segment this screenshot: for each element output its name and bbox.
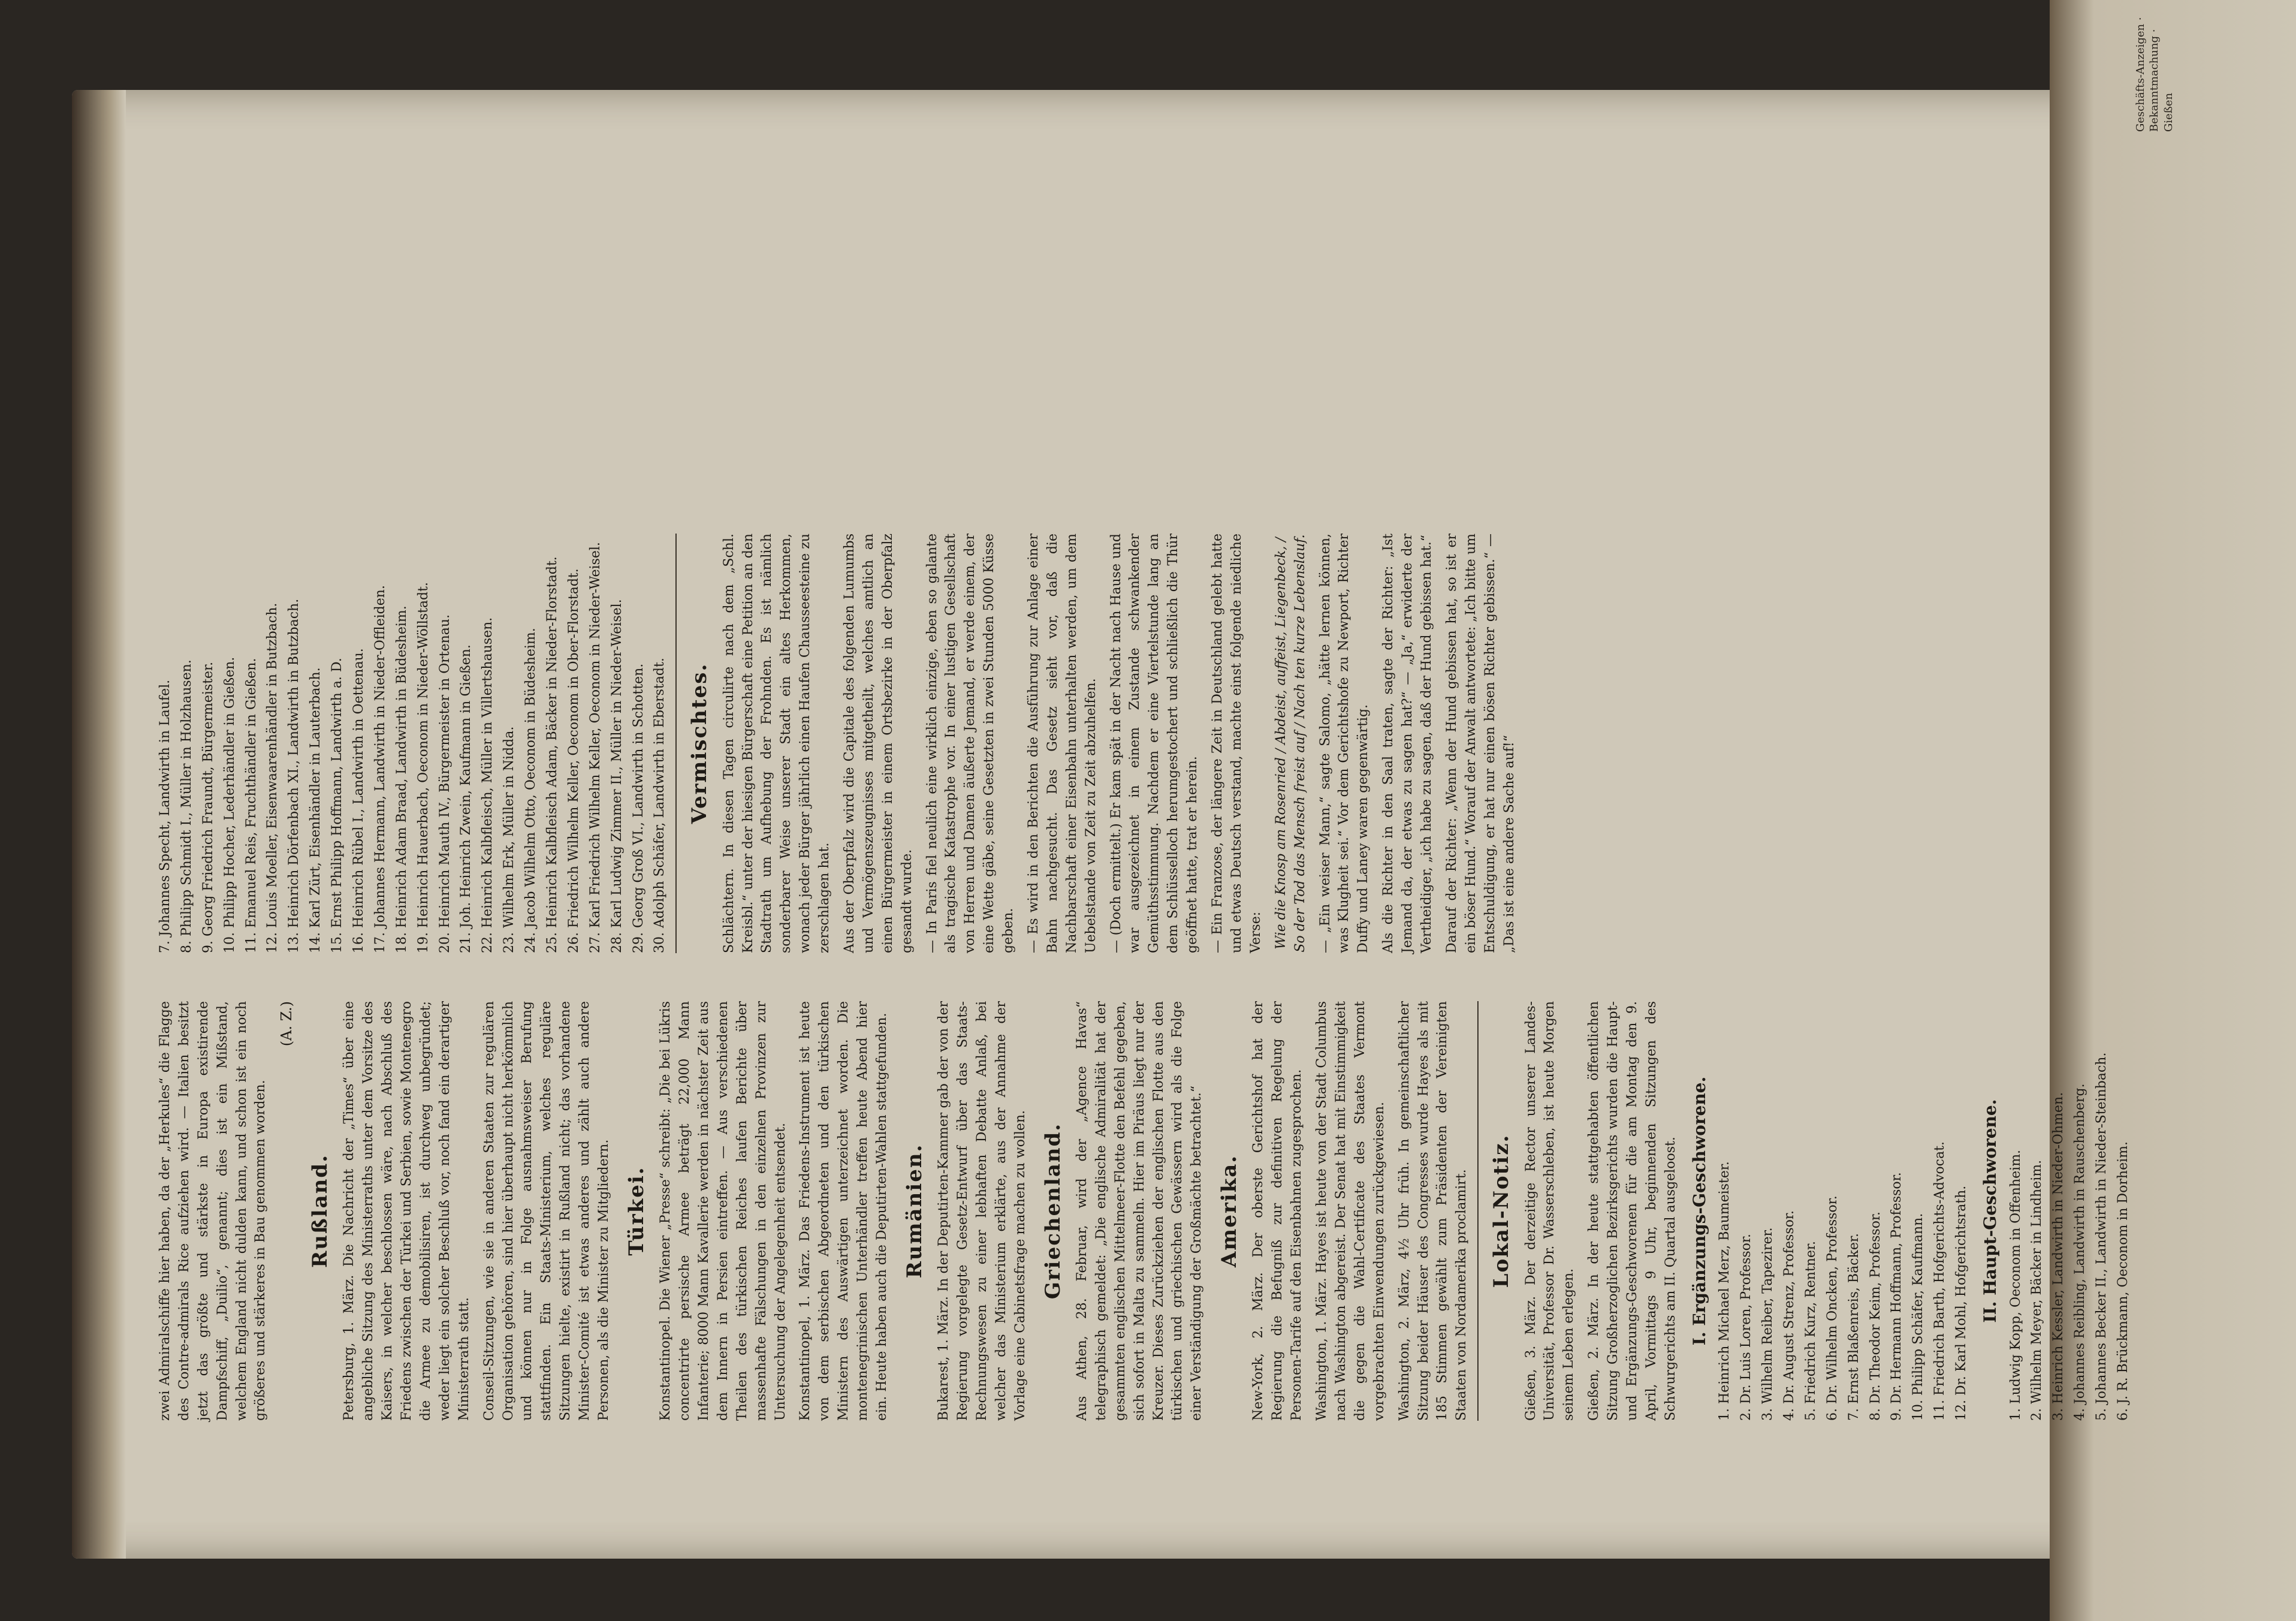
subheading: II. Haupt-Geschworene. xyxy=(1980,1099,2000,1323)
section-heading: Lokal-Notiz. xyxy=(1489,1134,1514,1288)
article-paragraph: Washington, 2. März, 4½ Uhr früh. In gemeinschaftlicher Sitzung beider Häuser des Congresses wurde Hayes als mit 185 Stimmen gewählt zum Präsidenten der Vereinigten Staaten von Nordamerika proclamirt. xyxy=(1396,1001,1470,1421)
list-item: 12. Louis Moeller, Eisenwaarenhändler in Butzbach. xyxy=(265,602,280,953)
article-paragraph: New-York, 2. März. Der oberste Gerichtshof hat der Regierung die Befugniß zur definitiven Regelung der Personen-Tarife auf den Eisenbahnen zugesprochen. xyxy=(1251,1001,1305,1421)
list-item: 5. Johannes Becker II., Landwirth in Nieder-Steinbach. xyxy=(2094,1052,2110,1421)
list-item: 9. Dr. Hermann Hoffmann, Professor. xyxy=(1889,1172,1905,1421)
article-paragraph: — In Paris fiel neulich eine wirklich einzige, eben so galante als tragische Katastrophe vor. In einer lustigen Gesellschaft von Herren und Damen äußerte Jemand, er werde einem, der eine Wette gäbe, seine Gesetzten in zwei Stunden 5000 Küsse geben. xyxy=(924,534,1016,953)
section-heading: Griechenland. xyxy=(1040,1122,1065,1300)
section-heading: Rumänien. xyxy=(902,1143,927,1279)
list-item: 28. Karl Ludwig Zimmer II., Müller in Nieder-Weisel. xyxy=(609,599,624,953)
article-paragraph: Gießen, 2. März. In der heute stattgehabten öffentlichen Sitzung Großherzoglichen Bezirksgerichts wurden die Haupt- und Ergänzungs-Geschworenen für die am Montag den 9. April, Vormittags 9 Uhr, beginnenden Sitzungen des Schwurgerichts am II. Quartal ausgeloost. xyxy=(1586,1001,1678,1421)
article-paragraph: Schlächtern. In diesen Tagen circulirte nach dem „Schl. Kreisbl.“ unter der hiesigen Bürgerschaft eine Petition an den Stadtrath um Aufhebung der Frohnden. Es ist nämlich sonderbarer Weise unserer Stadt ein altes Herkommen, wonach jeder Bürger jährlich einen Haufen Chausseesteine zu zerschlagen hat. xyxy=(721,534,832,953)
list-item: 21. Joh. Heinrich Zwein, Kaufmann in Gießen. xyxy=(458,644,474,953)
list-item: 5. Friedrich Kurz, Rentner. xyxy=(1803,1240,1818,1421)
section-heading: Rußland. xyxy=(308,1153,333,1269)
verse: Wie die Knosp am Rosenried / Abdeist, auffeist, Liegenbeck, / So der Tod das Mensch freist auf / Nach ten kurze Lebenslauf. xyxy=(1273,534,1308,953)
list-item: 30. Adolph Schäfer, Landwirth in Eberstadt. xyxy=(652,658,668,953)
newspaper-column-left xyxy=(156,1001,2131,1421)
article-paragraph: Aus der Oberpfalz wird die Capitale des folgenden Lumumbs und Vermögenszeugnisses mitgetheilt, welches amtlich an einen Bürgermeister in einem Ortsbezirke in der Oberpfalz gesandt wurde. xyxy=(842,534,915,953)
article-paragraph: zwei Admiralschiffe hier haben, da der „Herkules“ die Flagge des Contre-admirals Rice aufziehen wird. — Italien besitzt jetzt das größte und stärkste in Europa existirende Dampfschiff, „Duilio“, genannt; dies ist ein Mißstand, welchem England nicht dulden kann, und schon ist ein noch größeres und stärkeres in Bau genommen worden. xyxy=(158,1001,268,1421)
article-paragraph: — Ein Franzose, der längere Zeit in Deutschland gelebt hatte und etwas Deutsch verstand, machte einst folgende niedliche Verse: xyxy=(1210,534,1263,953)
section-heading: Türkei. xyxy=(624,1166,648,1256)
list-item: 10. Philipp Schäfer, Kaufmann. xyxy=(1911,1213,1926,1421)
list-item: 1. Ludwig Kopp, Oeconom in Offenheim. xyxy=(2008,1149,2023,1421)
article-paragraph: Konstantinopel. Die Wiener „Presse“ schreibt: „Die bei Lükris concentrirte persische Armee beträgt 22,000 Mann Infanterie; 8000 Mann Kavallerie werden in nächster Zeit aus dem Innern in Persien eintreffen. — Aus verschiedenen Theilen des türkischen Reiches laufen Berichte über massenhafte Fälschungen in den einzelnen Provinzen zur Untersuchung der Angelegenheit entsendet. xyxy=(658,1001,788,1421)
list-item: 13. Heinrich Dörfenbach XI., Landwirth in Butzbach. xyxy=(286,598,302,953)
list-item: 3. Wilhelm Reiber, Tapezirer. xyxy=(1760,1227,1776,1421)
list-item: 25. Heinrich Kalbfleisch Adam, Bäcker in Nieder-Florstadt. xyxy=(545,556,560,953)
list-item: 26. Friedrich Wilhelm Keller, Oeconom in Ober-Florstadt. xyxy=(566,568,581,953)
list-item: 22. Heinrich Kalbfleisch, Müller in Villertshausen. xyxy=(480,617,496,953)
list-item: 2. Dr. Luis Loren, Professor. xyxy=(1739,1234,1754,1421)
name-list xyxy=(156,534,669,953)
source-signature: (A. Z.) xyxy=(278,1001,295,1047)
list-item: 15. Ernst Philipp Hoffmann, Landwirth a. D. xyxy=(330,658,345,953)
name-list xyxy=(1715,1001,1971,1421)
list-item: 10. Philipp Hocher, Lederhändler in Gießen. xyxy=(222,656,237,953)
list-item: 29. Georg Groß VI., Landwirth in Schotten. xyxy=(630,663,646,953)
list-item: 24. Jacob Wilhelm Otto, Oeconom in Büdesheim. xyxy=(523,628,539,953)
article-paragraph: Conseil-Sitzungen, wie sie in anderen Staaten zur regulären Organisation gehören, sind hier überhaupt nicht herkömmlich und können nur in Folge ausnahmsweiser Berufung stattfinden. Ein Staats-Ministerium, welches reguläre Sitzungen hielte, existirt in Rußland nicht; das vorhandene Minister-Comité ist etwas anderes und zählt auch andere Personen, als die Minister zu Mitgliedern. xyxy=(481,1001,612,1421)
newspaper-column-right xyxy=(156,534,2062,953)
list-item: 8. Dr. Theodor Keim, Professor. xyxy=(1867,1211,1883,1421)
column-divider xyxy=(675,534,677,953)
list-item: 6. Dr. Wilhelm Oncken, Professor. xyxy=(1824,1195,1840,1421)
list-item: 14. Karl Zürt, Eisenhändler in Lauterbach. xyxy=(308,667,324,953)
column-divider xyxy=(1477,1001,1479,1421)
facing-page-text: Geschäfts-Anzeigen · Bekanntmachung · Gießen xyxy=(2134,17,2175,132)
list-item: 3. Heinrich Kessler, Landwirth in Nieder-Ohmen. xyxy=(2051,1092,2066,1421)
rotated-newspaper-content xyxy=(156,42,2131,1421)
list-item: 12. Dr. Karl Mohl, Hofgerichtsrath. xyxy=(1954,1185,1969,1421)
article-paragraph: Als die Richter in den Saal traten, sagte der Richter: „Ist Jemand da, der etwas zu sagen hat?“ — „Ja,“ erwiderte der Vertheidiger, „ich habe zu sagen, daß der Hund gebissen hat.“ xyxy=(1381,534,1434,953)
article-paragraph: Darauf der Richter: „Wenn der Hund gebissen hat, so ist er ein böser Hund.“ Worauf der Anwalt antwortete: „Ich bitte um Entschuldigung, er hat nur einen bösen Richter gebissen.“ — „Das ist eine andere Sache auf!“ xyxy=(1444,534,1517,953)
list-item: 1. Heinrich Michael Merz, Baumeister. xyxy=(1717,1161,1733,1421)
list-item: 20. Heinrich Mauth IV., Bürgermeister in Ortenau. xyxy=(437,614,452,953)
list-item: 9. Georg Friedrich Fraundt, Bürgermeister. xyxy=(200,661,216,953)
article-paragraph: Gießen, 3. März. Der derzeitige Rector unserer Landes-Universität, Professor Dr. Wasserschleben, ist heute Morgen seinem Leben erlegen. xyxy=(1523,1001,1577,1421)
name-list xyxy=(2007,1001,2133,1421)
list-item: 11. Friedrich Barth, Hofgerichts-Advocat. xyxy=(1932,1141,1948,1421)
list-item: 17. Johannes Hermann, Landwirth in Nieder-Offleiden. xyxy=(372,585,388,953)
list-item: 11. Emanuel Reis, Fruchthändler in Gießen. xyxy=(243,658,259,953)
list-item: 16. Heinrich Rübel I., Landwirth in Oettenau. xyxy=(351,648,367,953)
list-item: 27. Karl Friedrich Wilhelm Keller, Oeconom in Nieder-Weisel. xyxy=(587,542,603,953)
article-paragraph: Konstantinopel, 1. März. Das Friedens-Instrument ist heute von dem serbischen Abgeordneten und den türkischen Ministern des Auswärtigen unterzeichnet worden. Die montenegrinischen Unterhändler treffen heute Abend hier ein. Heute haben auch die Deputirten-Wahlen stattgefunden. xyxy=(798,1001,889,1421)
list-item: 18. Heinrich Adam Braad, Landwirth in Büdesheim. xyxy=(394,605,409,953)
subheading: I. Ergänzungs-Geschworene. xyxy=(1689,1076,1709,1346)
list-item: 7. Ernst Blaßenreis, Bäcker. xyxy=(1846,1233,1861,1421)
article-paragraph: Petersburg, 1. März. Die Nachricht der „Times“ über eine angebliche Sitzung des Ministerraths unter dem Vorsitze des Kaisers, in welcher beschlossen wäre, nach Abschluß des Friedens zwischen der Türkei und Serbien, sowie Montenegro die Armee zu demobilisiren, ist durchweg unbegründet; weder liegt ein solcher Beschluß vor, noch fand ein derartiger Ministerrath statt. xyxy=(342,1001,472,1421)
book-binding xyxy=(72,90,126,1559)
list-item: 23. Wilhelm Erk, Müller in Nidda. xyxy=(502,726,517,953)
article-paragraph: — „Ein weiser Mann,“ sagte Salomo, „hätte lernen können, was Klugheit sei.“ Vor dem Gerichtshofe zu Newport, Richter Duffy und Laney waren gegenwärtig. xyxy=(1317,534,1371,953)
list-item: 4. Johannes Reibling, Landwirth in Rauschenberg. xyxy=(2072,1083,2088,1421)
article-paragraph: Aus Athen, 28. Februar, wird der „Agence Havas“ telegraphisch gemeldet: „Die englische Admiralität hat der gesammten englischen Mittelmeer-Flotte den Befehl gegeben, sich sofort in Malta zu sammeln. Hier im Piräus liegt nur der Kreuzer. Dieses Zurückziehen der englischen Flotte aus den türkischen und griechischen Gewässern wird als die Folge einer Verständigung der Großmächte betrachtet.“ xyxy=(1074,1001,1205,1421)
list-item: 4. Dr. August Strenz, Professor. xyxy=(1781,1210,1797,1421)
list-item: 6. J. R. Brückmann, Oeconom in Dorheim. xyxy=(2116,1141,2131,1421)
list-item: 19. Heinrich Hauerbach, Oeconom in Nieder-Wöllstadt. xyxy=(415,582,431,953)
article-paragraph: Bukarest, 1. März. In der Deputirten-Kammer gab der von der Regierung vorgelegte Gesetz-Entwurf über das Staats-Rechnungswesen zu einer lebhaften Debatte Anlaß, bei welcher das Ministerium erklärte, aus der Annahme der Vorlage eine Cabinetsfrage machen zu wollen. xyxy=(936,1001,1028,1421)
article-paragraph: — (Doch ermittelt.) Er kam spät in der Nacht nach Hause und war ausgezeichnet in einem Zustande schwankender Gemüthsstimmung. Nachdem er eine Viertelstunde lang an dem Schlüsselloch herumgestochert und schließlich die Thür geöffnet hatte, trat er herein. xyxy=(1108,534,1200,953)
section-heading: Amerika. xyxy=(1217,1154,1242,1268)
section-heading: Vermischtes. xyxy=(687,662,712,824)
article-paragraph: Washington, 1. März. Hayes ist heute von der Stadt Columbus nach Washington abgereist. Der Senat hat mit Einstimmigkeit die gegen die Wahl-Certificate des Staates Vermont vorgebrachten Einwendungen zurückgewiesen. xyxy=(1314,1001,1387,1421)
article-paragraph: — Es wird in den Berichten die Ausführung zur Anlage einer Bahn nachgesucht. Das Gesetz sieht vor, daß die Nachbarschaft einer Eisenbahn unterhalten werden, um dem Uebelstande von Zeit zu Zeit abzuhelfen. xyxy=(1026,534,1099,953)
list-item: 8. Philipp Schmidt I., Müller in Holzhausen. xyxy=(179,659,194,953)
list-item: 7. Johannes Specht, Landwirth in Laufel. xyxy=(158,679,173,953)
list-item: 2. Wilhelm Meyer, Bäcker in Lindheim. xyxy=(2029,1159,2045,1421)
